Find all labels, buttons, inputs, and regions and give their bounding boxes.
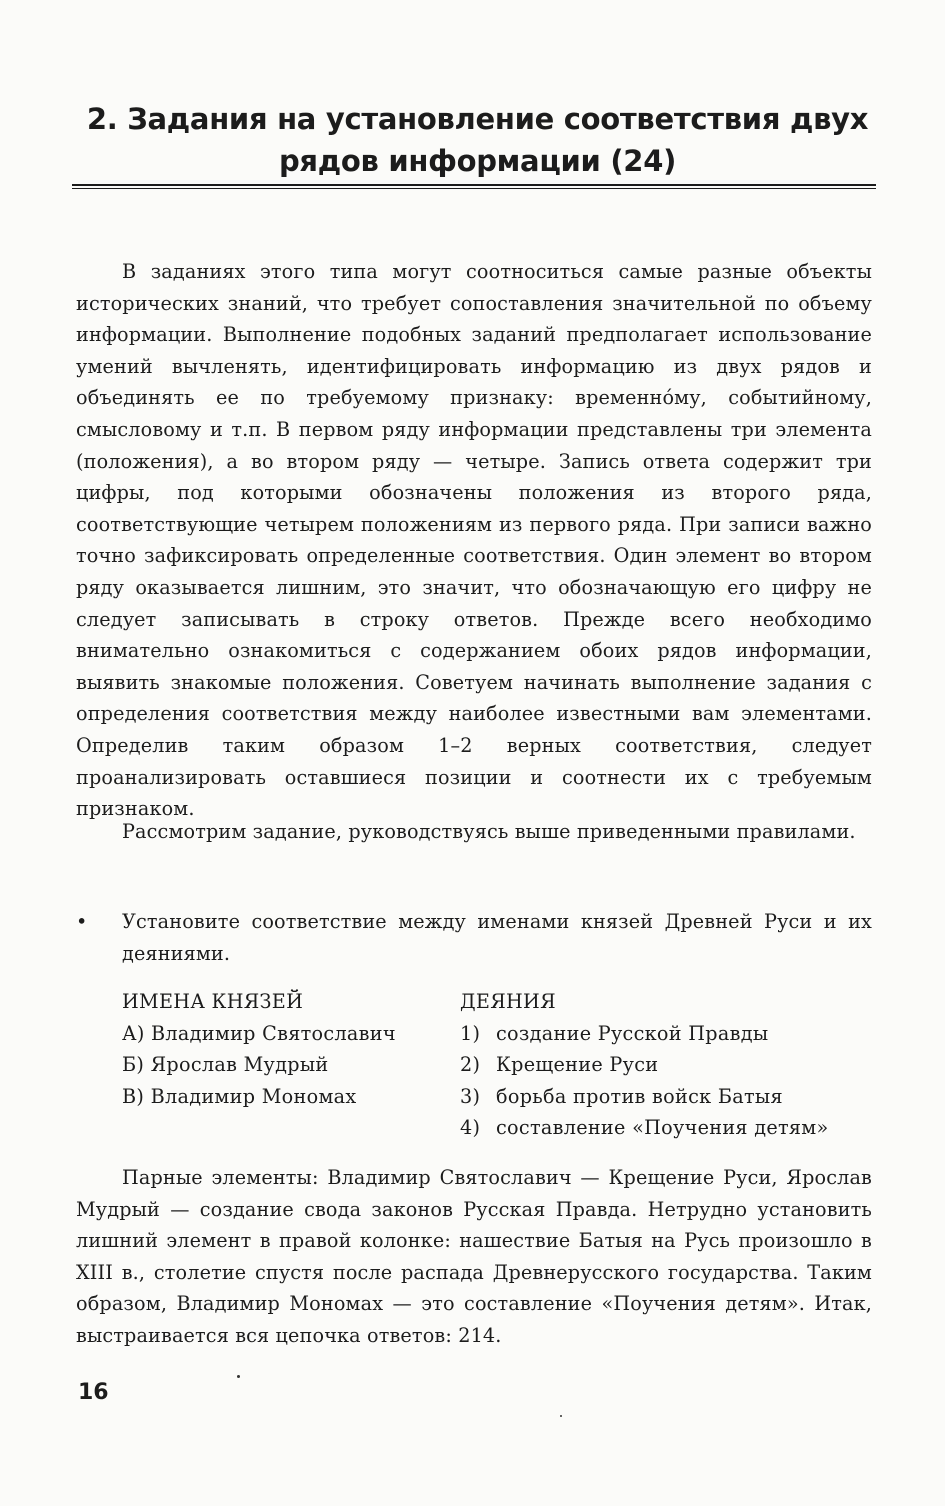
prince-item: А) Владимир Святославич (122, 1021, 396, 1045)
deed-number: 4) (460, 1116, 481, 1140)
explanation-paragraph: Парные элементы: Владимир Святославич — Крещение Руси, Ярослав Мудрый — создание свода законов Русская Правда. Нетрудно установить лишний элемент в правой колонке: нашествие Батыя на Русь произошло в XIII в., столетие спустя после распада Древнерусского государства. Таким образом, Владимир Мономах — это составление «Поучения детям». Итак, выстраивается вся цепочка ответов: 214. (76, 1166, 872, 1347)
scan-speck (560, 1415, 562, 1417)
page-number: 16 (78, 1380, 109, 1405)
title-line-1: 2. Задания на установление соответствия двух (86, 102, 869, 136)
deed-text: создание Русской Правды (496, 1021, 769, 1045)
deed-number: 2) (460, 1053, 481, 1077)
deed-item (460, 1018, 880, 1050)
title-divider-thin (72, 188, 876, 189)
prince-item: В) Владимир Мономах (122, 1084, 357, 1108)
princes-column (122, 986, 442, 1112)
deed-text: борьба против войск Батыя (496, 1084, 783, 1108)
intro-paragraph: В заданиях этого типа могут соотноситься самые разные объекты исторических знаний, что требует сопоставления значительной по объему информации. Выполнение подобных заданий предполагает использование умений вычленять, идентифицировать информацию из двух рядов и объединять ее по требуемому признаку: временно́му, событийному, смысловому и т.п. В первом ряду информации представлены три элемента (положения), а во втором ряду — четыре. Запись ответа содержит три цифры, под которыми обозначены положения из второго ряда, соответствующие четырем положениям из первого ряда. При записи важно точно зафиксировать определенные соответствия. Один элемент во втором ряду оказывается лишним, это значит, что обозначающую его цифру не следует записывать в строку ответов. Прежде всего необходимо внимательно ознакомиться с содержанием обоих рядов информации, выявить знакомые положения. Советуем начинать выполнение задания с определения соответствия между наиболее известными вам элементами. Определив таким образом 1–2 верных соответствия, следует проанализировать оставшиеся позиции и соотнести их с требуемым признаком. (76, 260, 872, 821)
bullet-icon: • (76, 910, 88, 933)
deed-item (460, 1112, 880, 1144)
title-divider (72, 184, 876, 186)
deed-text: составление «Поучения детям» (496, 1116, 829, 1140)
scan-speck (237, 1375, 240, 1378)
prince-item: Б) Ярослав Мудрый (122, 1053, 329, 1077)
intro-paragraph-2: Рассмотрим задание, руководствуясь выше приведенными правилами. (122, 820, 856, 843)
deed-text: Крещение Руси (496, 1053, 659, 1077)
section-title (80, 98, 875, 182)
deed-number: 1) (460, 1021, 481, 1045)
deed-number: 3) (460, 1084, 481, 1108)
deed-item (460, 1049, 880, 1081)
task-prompt-text: Установите соответствие между именами князей Древней Руси и их деяниями. (122, 910, 872, 965)
princes-header: ИМЕНА КНЯЗЕЙ (122, 990, 304, 1013)
deed-item (460, 1081, 880, 1113)
deeds-header: ДЕЯНИЯ (460, 990, 556, 1013)
title-line-2: рядов информации (24) (278, 144, 677, 178)
deeds-column (460, 986, 880, 1144)
task-prompt (76, 906, 872, 969)
